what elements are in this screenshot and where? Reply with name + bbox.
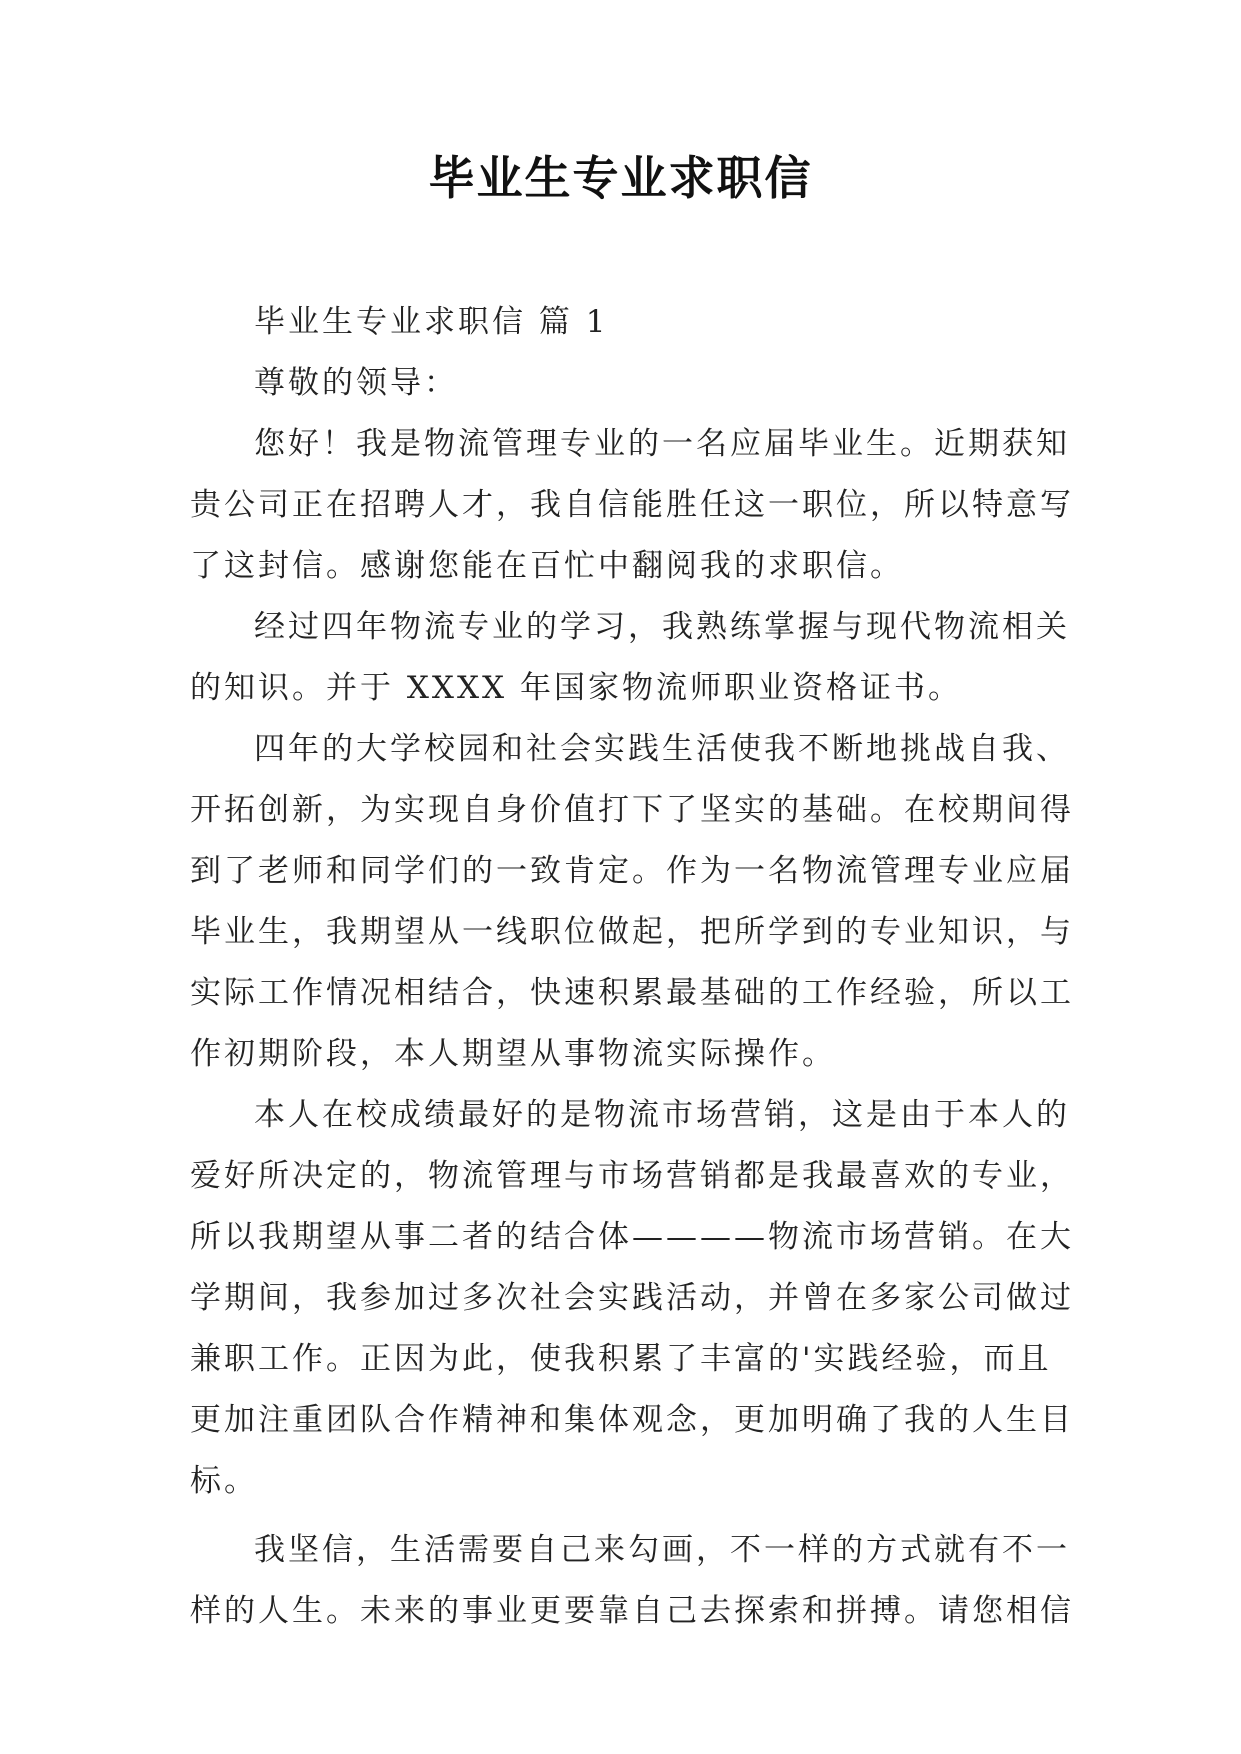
paragraph-line: 贵公司正在招聘人才，我自信能胜任这一职位，所以特意写 <box>190 487 1074 523</box>
paragraph-line: 学期间，我参加过多次社会实践活动，并曾在多家公司做过 <box>190 1280 1074 1316</box>
paragraph-line: 更加注重团队合作精神和集体观念，更加明确了我的人生目 <box>190 1402 1074 1438</box>
paragraph-strengths <box>190 1085 1074 1512</box>
paragraph-line: 我坚信，生活需要自己来勾画，不一样的方式就有不一 <box>254 1532 1070 1568</box>
paragraph-practice <box>190 719 1074 1085</box>
document-body <box>190 292 1074 1642</box>
paragraph-line: 四年的大学校园和社会实践生活使我不断地挑战自我、 <box>254 731 1070 767</box>
paragraph-belief <box>190 1520 1074 1642</box>
paragraph-line: 了这封信。感谢您能在百忙中翻阅我的求职信。 <box>190 548 904 584</box>
section-heading: 毕业生专业求职信 篇 1 <box>254 304 609 340</box>
paragraph-line: 的知识。并于 XXXX 年国家物流师职业资格证书。 <box>190 670 962 706</box>
paragraph-spacer <box>190 1512 1052 1520</box>
paragraph-greeting <box>190 414 1074 597</box>
salutation: 尊敬的领导： <box>254 365 458 401</box>
paragraph-line: 开拓创新，为实现自身价值打下了坚实的基础。在校期间得 <box>190 792 1074 828</box>
paragraph-line: 到了老师和同学们的一致肯定。作为一名物流管理专业应届 <box>190 853 1074 889</box>
paragraph-line: 样的人生。未来的事业更要靠自己去探索和拼搏。请您相信 <box>190 1593 1074 1629</box>
paragraph-line: 兼职工作。正因为此，使我积累了丰富的'实践经验，而且 <box>190 1341 1052 1377</box>
paragraph-line: 经过四年物流专业的学习，我熟练掌握与现代物流相关 <box>254 609 1070 645</box>
document-title: 毕业生专业求职信 <box>428 151 813 205</box>
paragraph-line: 爱好所决定的，物流管理与市场营销都是我最喜欢的专业， <box>190 1158 1074 1194</box>
paragraph-line: 所以我期望从事二者的结合体————物流市场营销。在大 <box>190 1219 1074 1255</box>
paragraph-line: 毕业生，我期望从一线职位做起，把所学到的专业知识，与 <box>190 914 1074 950</box>
paragraph-line: 实际工作情况相结合，快速积累最基础的工作经验，所以工 <box>190 975 1074 1011</box>
paragraph-line: 作初期阶段，本人期望从事物流实际操作。 <box>190 1036 836 1072</box>
paragraph-education <box>190 597 1070 719</box>
paragraph-line: 您好！我是物流管理专业的一名应届毕业生。近期获知 <box>254 426 1070 462</box>
paragraph-line: 本人在校成绩最好的是物流市场营销，这是由于本人的 <box>254 1097 1070 1133</box>
paragraph-line: 标。 <box>190 1463 258 1499</box>
